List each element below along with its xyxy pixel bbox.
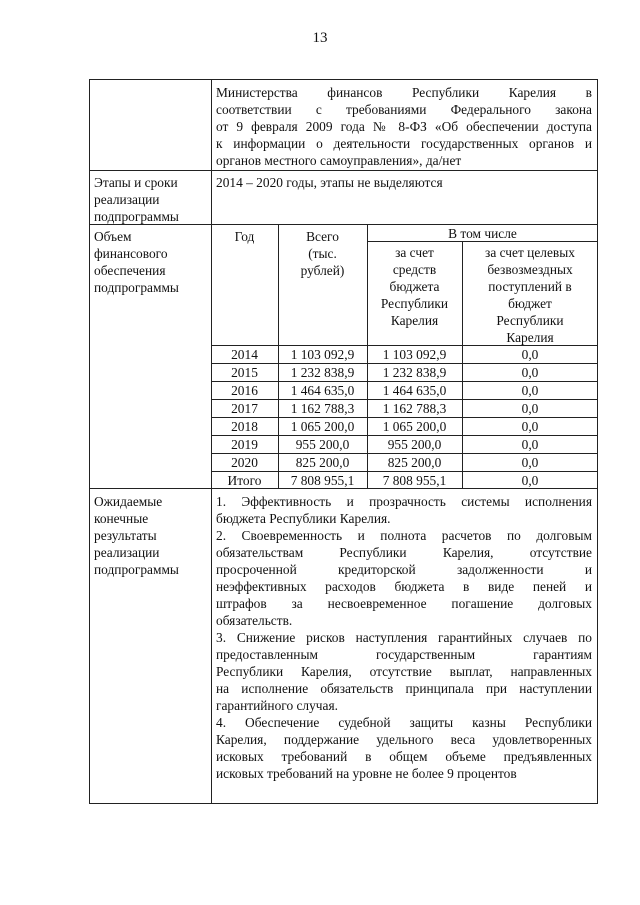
label-line: реализации: [94, 192, 160, 207]
cell-year: 2015: [231, 365, 258, 380]
cell-year: 2019: [231, 437, 258, 452]
cell-total: 7 808 955,1: [290, 473, 355, 488]
cell-grants: 0,0: [521, 347, 539, 362]
text-line: 4. Обеспечение судебной защиты казны Республики: [216, 715, 592, 730]
header-line: за счет целевых: [485, 245, 575, 260]
text-line: соответствии с требованиями Федерального закона: [216, 102, 592, 117]
text-line: на исполнение обязательств принципала при наступлении: [216, 681, 592, 696]
text-line: обязательств.: [216, 613, 293, 628]
label-line: подпрограммы: [94, 562, 179, 577]
cell-grants: 0,0: [521, 383, 539, 398]
header-line: за счет: [395, 245, 434, 260]
label-line: финансового: [94, 246, 168, 261]
text-line: гарантийного случая.: [216, 698, 338, 713]
header-line: (тыс.: [308, 246, 337, 261]
cell-total: 955 200,0: [295, 437, 350, 452]
text-line: 1. Эффективность и прозрачность системы исполнения: [216, 494, 592, 509]
stages-value: 2014 – 2020 годы, этапы не выделяются: [216, 175, 443, 190]
label-line: реализации: [94, 545, 160, 560]
page-number: 13: [312, 30, 328, 46]
cell-budget: 1 162 788,3: [382, 401, 447, 416]
label-line: результаты: [94, 528, 157, 543]
header-line: Карелия: [390, 313, 439, 328]
header-line: безвозмездных: [487, 262, 573, 277]
text-line: неэффективных расходов бюджета в виде пеней и: [216, 579, 592, 594]
label-line: Объем: [94, 229, 132, 244]
text-line: Министерства финансов Республики Карелия в: [216, 85, 592, 100]
label-line: обеспечения: [94, 263, 166, 278]
header-including: В том числе: [448, 226, 517, 241]
text-line: штрафов за несвоевременное погашение долговых: [216, 596, 592, 611]
label-line: конечные: [94, 511, 149, 526]
cell-grants: 0,0: [521, 401, 539, 416]
text-line: исковых требований на уровне не более 9 процентов: [216, 766, 517, 781]
cell-grants: 0,0: [521, 455, 539, 470]
text-line: предоставленным государственным гарантиям: [216, 647, 592, 662]
text-line: от 9 февраля 2009 года № 8-ФЗ «Об обеспечении доступа: [216, 119, 592, 134]
cell-year: 2020: [231, 455, 258, 470]
cell-total: 825 200,0: [295, 455, 350, 470]
cell-total: 1 103 092,9: [290, 347, 355, 362]
cell-total: 1 232 838,9: [290, 365, 355, 380]
cell-budget: 1 464 635,0: [382, 383, 447, 398]
text-line: обязательствам Республики Карелия, отсутствие: [216, 545, 592, 560]
header-line: средств: [392, 262, 437, 277]
text-line: Республики Карелия, отсутствие выплат, направленных: [216, 664, 592, 679]
cell-grants: 0,0: [521, 473, 539, 488]
text-line: органов местного самоуправления», да/нет: [216, 153, 462, 168]
label-line: Этапы и сроки: [94, 175, 178, 190]
header-line: Республики: [496, 313, 564, 328]
text-line: бюджета Республики Карелия.: [216, 511, 391, 526]
cell-total: 1 162 788,3: [290, 401, 355, 416]
cell-budget: 825 200,0: [387, 455, 442, 470]
row-divider: [89, 170, 598, 171]
cell-year: 2018: [231, 419, 258, 434]
cell-budget: 7 808 955,1: [382, 473, 447, 488]
text-line: просроченной кредиторской задолженности и: [216, 562, 592, 577]
text-line: Карелия, поддержание удельного веса удовлетворенных: [216, 732, 592, 747]
cell-budget: 1 103 092,9: [382, 347, 447, 362]
label-line: подпрограммы: [94, 280, 179, 295]
label-line: подпрограммы: [94, 209, 179, 224]
header-line: Республики: [380, 296, 449, 311]
cell-grants: 0,0: [521, 365, 539, 380]
header-line: бюджет: [508, 296, 552, 311]
header-line: бюджета: [389, 279, 440, 294]
header-year: Год: [234, 229, 255, 244]
label-line: Ожидаемые: [94, 494, 163, 509]
header-line: рублей): [300, 263, 345, 278]
cell-grants: 0,0: [521, 437, 539, 452]
text-line: 3. Снижение рисков наступления гарантийных случаев по: [216, 630, 592, 645]
cell-year: Итого: [227, 473, 262, 488]
text-line: исковых требований в общем объеме предъявленных: [216, 749, 592, 764]
cell-grants: 0,0: [521, 419, 539, 434]
header-budget: [367, 244, 462, 329]
header-line: Карелия: [506, 330, 554, 345]
cell-budget: 955 200,0: [387, 437, 442, 452]
cell-total: 1 464 635,0: [290, 383, 355, 398]
cell-budget: 1 065 200,0: [382, 419, 447, 434]
cell-budget: 1 232 838,9: [382, 365, 447, 380]
text-line: 2. Своевременность и полнота расчетов по долговым: [216, 528, 592, 543]
header-total: [278, 228, 367, 279]
header-line: поступлений в: [488, 279, 572, 294]
header-line: Всего: [306, 229, 339, 244]
cell-year: 2014: [231, 347, 258, 362]
cell-year: 2016: [231, 383, 258, 398]
cell-total: 1 065 200,0: [290, 419, 355, 434]
cell-year: 2017: [231, 401, 258, 416]
header-grants: [462, 244, 598, 346]
text-line: к информации о деятельности государственных органов и: [216, 136, 592, 151]
